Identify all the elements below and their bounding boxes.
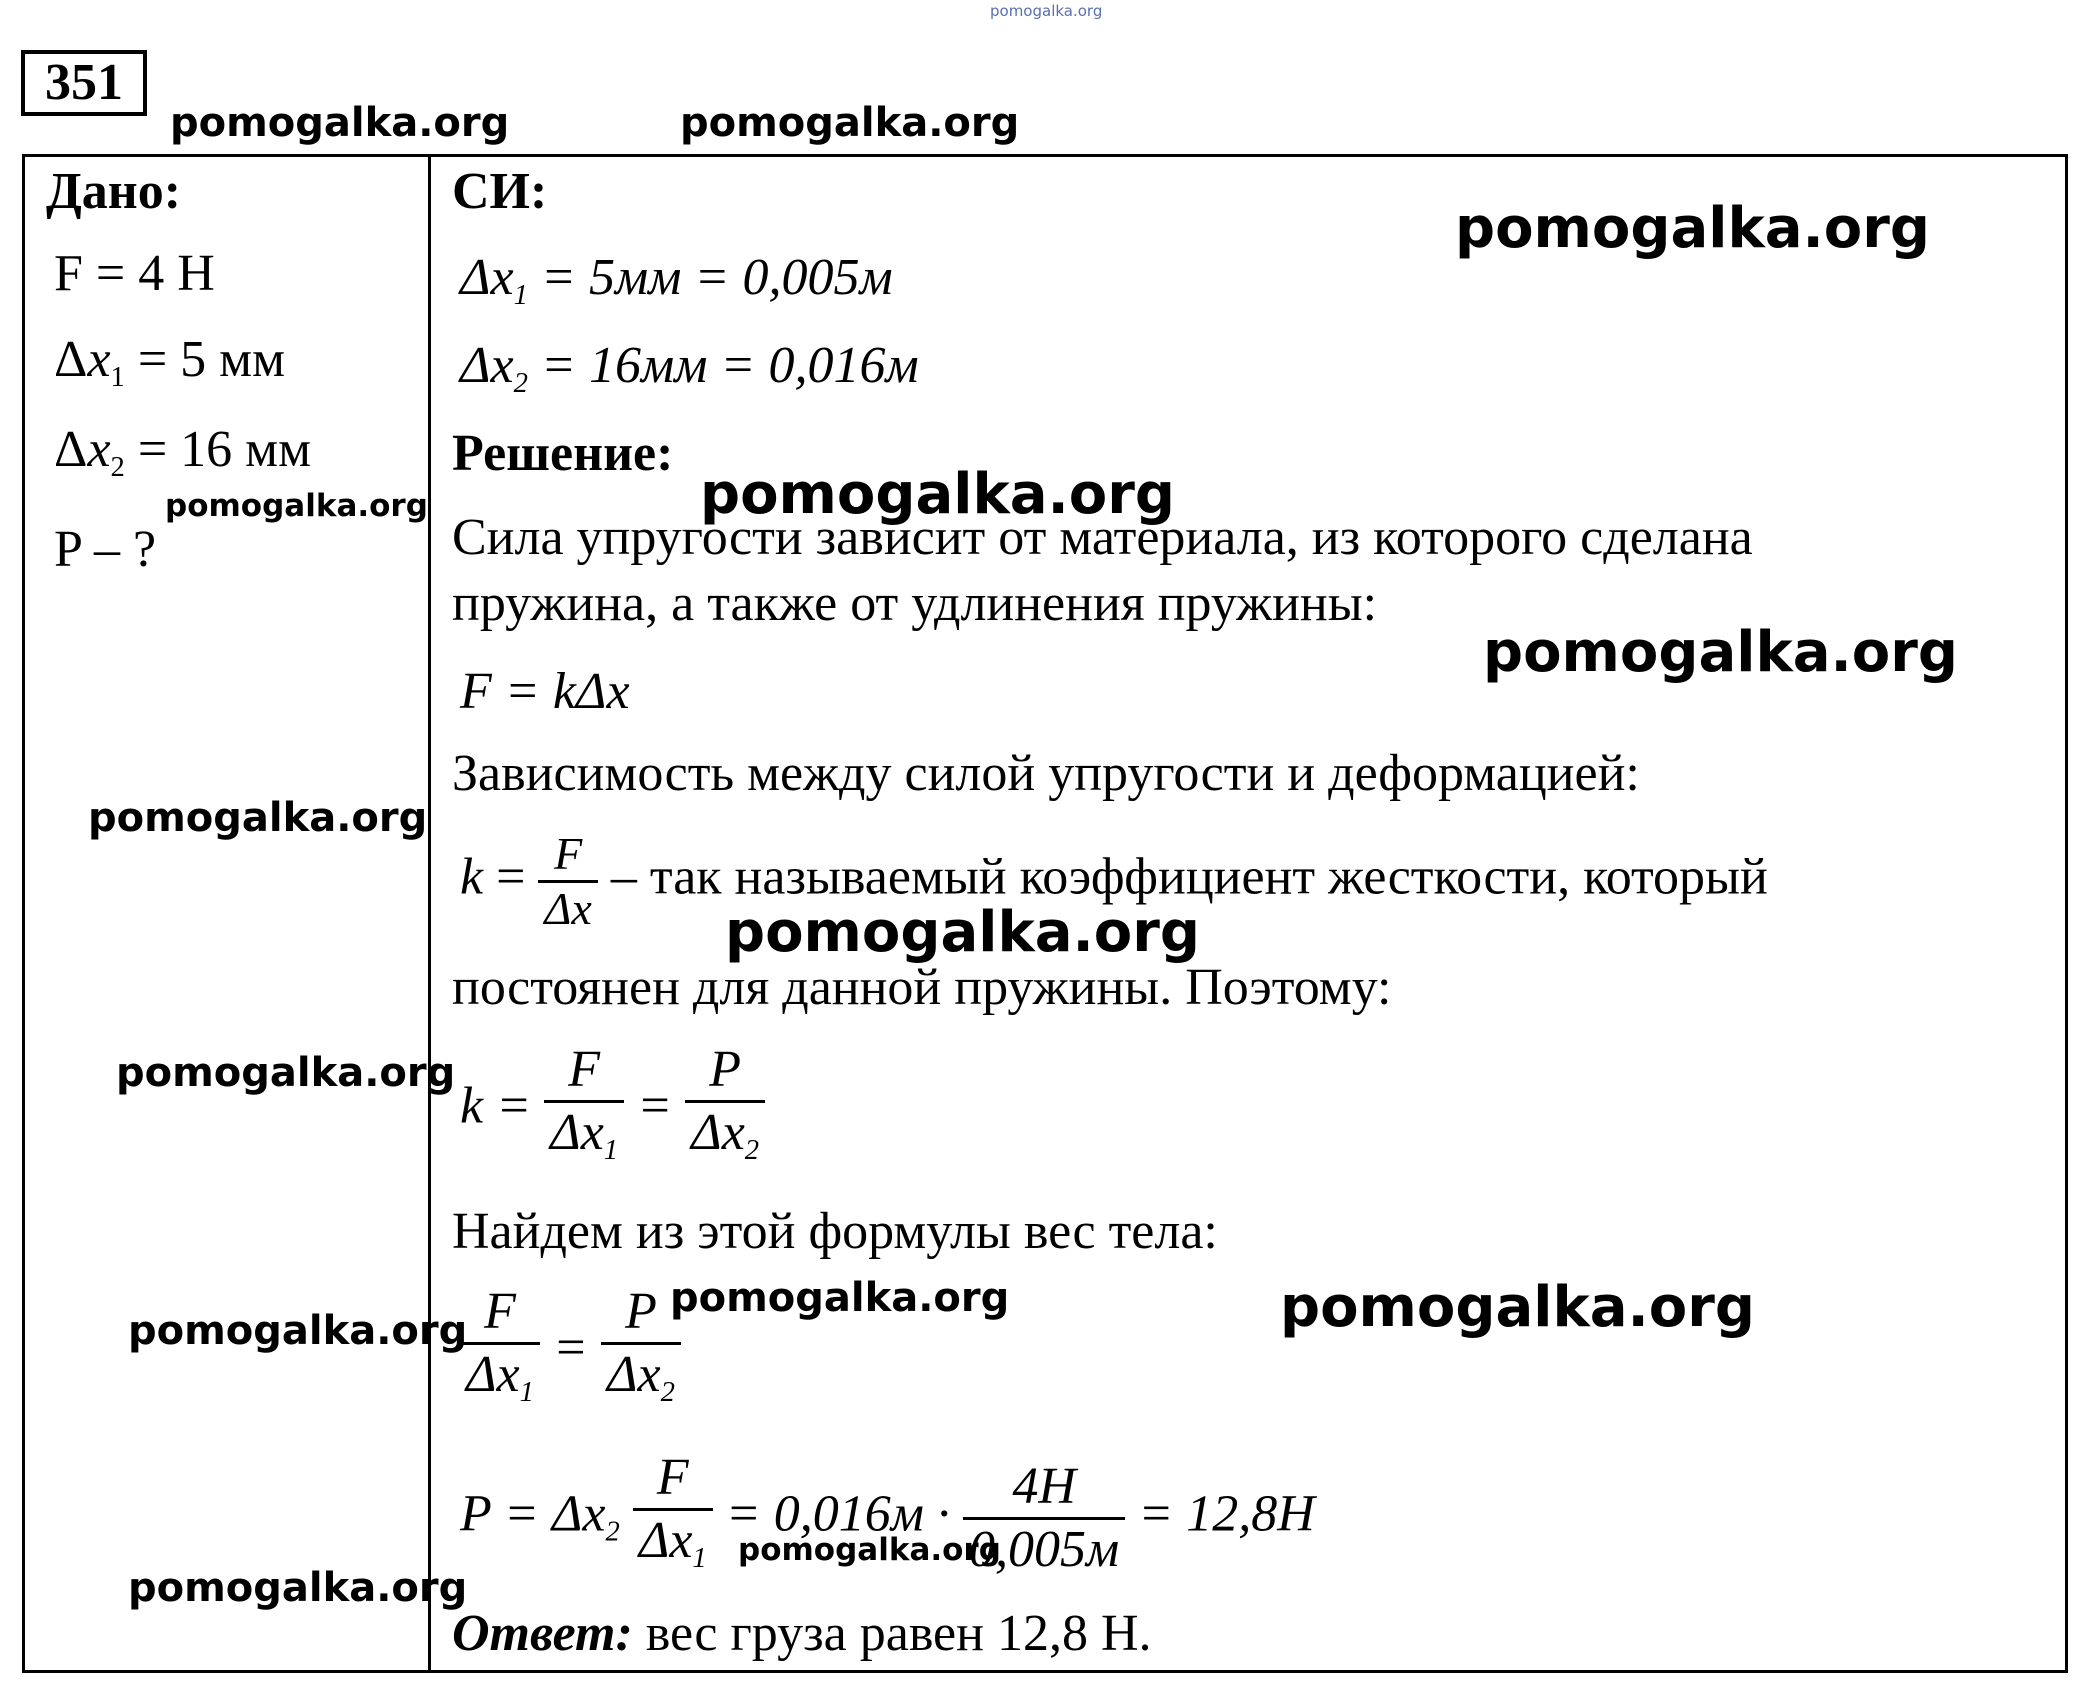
- paragraph-line: Зависимость между силой упругости и деформацией:: [452, 745, 1640, 802]
- watermark: pomogalka.org: [170, 100, 510, 146]
- column-divider: [428, 154, 431, 1673]
- watermark: pomogalka.org: [88, 795, 428, 841]
- watermark: pomogalka.org: [165, 488, 428, 524]
- watermark: pomogalka.org: [1280, 1275, 1755, 1340]
- given-unknown: P – ?: [54, 521, 157, 578]
- calc-mid: = 0,016м ·: [725, 1485, 950, 1543]
- given-dx2-value: = 16 мм: [137, 421, 311, 478]
- paragraph-line: пружина, а также от удлинения пружины:: [452, 575, 1378, 632]
- stiffness-definition: k = $\frac{F}{\Delta x}$ – так называемый коэффициент жесткости, который: [460, 828, 1768, 934]
- formula-ratio: k = $\frac{F}{\Delta x_1}$ = $\frac{P}{\Delta x_2}$: [460, 1040, 765, 1181]
- si-heading: СИ:: [452, 163, 548, 220]
- answer-label: Ответ:: [452, 1605, 633, 1662]
- calc-den: 0,005м: [963, 1517, 1125, 1580]
- fraction-f-over-dx: [538, 828, 597, 935]
- si-dx2-value: = 16мм = 0,016м: [540, 337, 919, 394]
- solution-heading: Решение:: [452, 425, 674, 482]
- k-symbol: k: [460, 848, 484, 906]
- paragraph-line: постоянен для данной пружины. Поэтому:: [452, 959, 1392, 1016]
- watermark: pomogalka.org: [1483, 620, 1958, 685]
- delta-x2-symbol: $\Delta x_2$: [54, 421, 125, 483]
- stiffness-text: – так называемый коэффициент жесткости, который: [610, 848, 1768, 906]
- watermark: pomogalka.org: [1455, 196, 1930, 261]
- si-dx1-value: = 5мм = 0,005м: [540, 249, 893, 306]
- given-dx1: [54, 330, 285, 408]
- answer-text: вес груза равен 12,8 Н.: [645, 1605, 1152, 1662]
- formula-hooke: F = kΔx: [460, 663, 630, 720]
- problem-number: 351: [21, 50, 147, 116]
- si-dx2: $\Delta x_2 = 16мм = 0,016м$: [460, 337, 919, 399]
- watermark-top: pomogalka.org: [990, 2, 1103, 20]
- watermark: pomogalka.org: [680, 100, 1020, 146]
- watermark: pomogalka.org: [700, 462, 1175, 527]
- si-dx1: $\Delta x_1 = 5мм = 0,005м$: [460, 249, 893, 311]
- frac-den: Δx: [538, 880, 597, 935]
- given-dx2: [54, 420, 311, 498]
- calc-num: 4Н: [1012, 1458, 1076, 1515]
- fraction-p-over-dx2: $\frac{P}{\Delta x_2}$: [685, 1040, 765, 1181]
- fraction-f-over-dx1: $\frac{F}{\Delta x_1}$: [544, 1040, 624, 1181]
- given-heading: Дано:: [46, 163, 182, 220]
- formula-result: $P = \Delta x_2$ $\frac{F}{\Delta x_1}$ = 0,016м · $\frac{4Н}{0,005м}$ = 12,8Н: [460, 1448, 1315, 1589]
- watermark: pomogalka.org: [738, 1532, 1001, 1568]
- calc-result: = 12,8Н: [1138, 1485, 1315, 1543]
- answer: [452, 1604, 1152, 1664]
- watermark: pomogalka.org: [670, 1275, 1010, 1321]
- paragraph-line: Сила упругости зависит от материала, из которого сделана: [452, 509, 1753, 566]
- paragraph-line: Найдем из этой формулы вес тела:: [452, 1203, 1218, 1260]
- watermark: pomogalka.org: [128, 1565, 468, 1611]
- delta-x1-symbol: $\Delta x_1$: [54, 331, 125, 393]
- watermark: pomogalka.org: [128, 1308, 468, 1354]
- watermark: pomogalka.org: [725, 900, 1200, 965]
- formula-equality: $\frac{F}{\Delta x_1}$ = $\frac{P}{\Delta x_2}$: [460, 1282, 681, 1423]
- frac-num: F: [554, 828, 583, 879]
- given-dx1-value: = 5 мм: [137, 331, 285, 388]
- given-force: F = 4 Н: [54, 245, 215, 302]
- watermark: pomogalka.org: [116, 1050, 456, 1096]
